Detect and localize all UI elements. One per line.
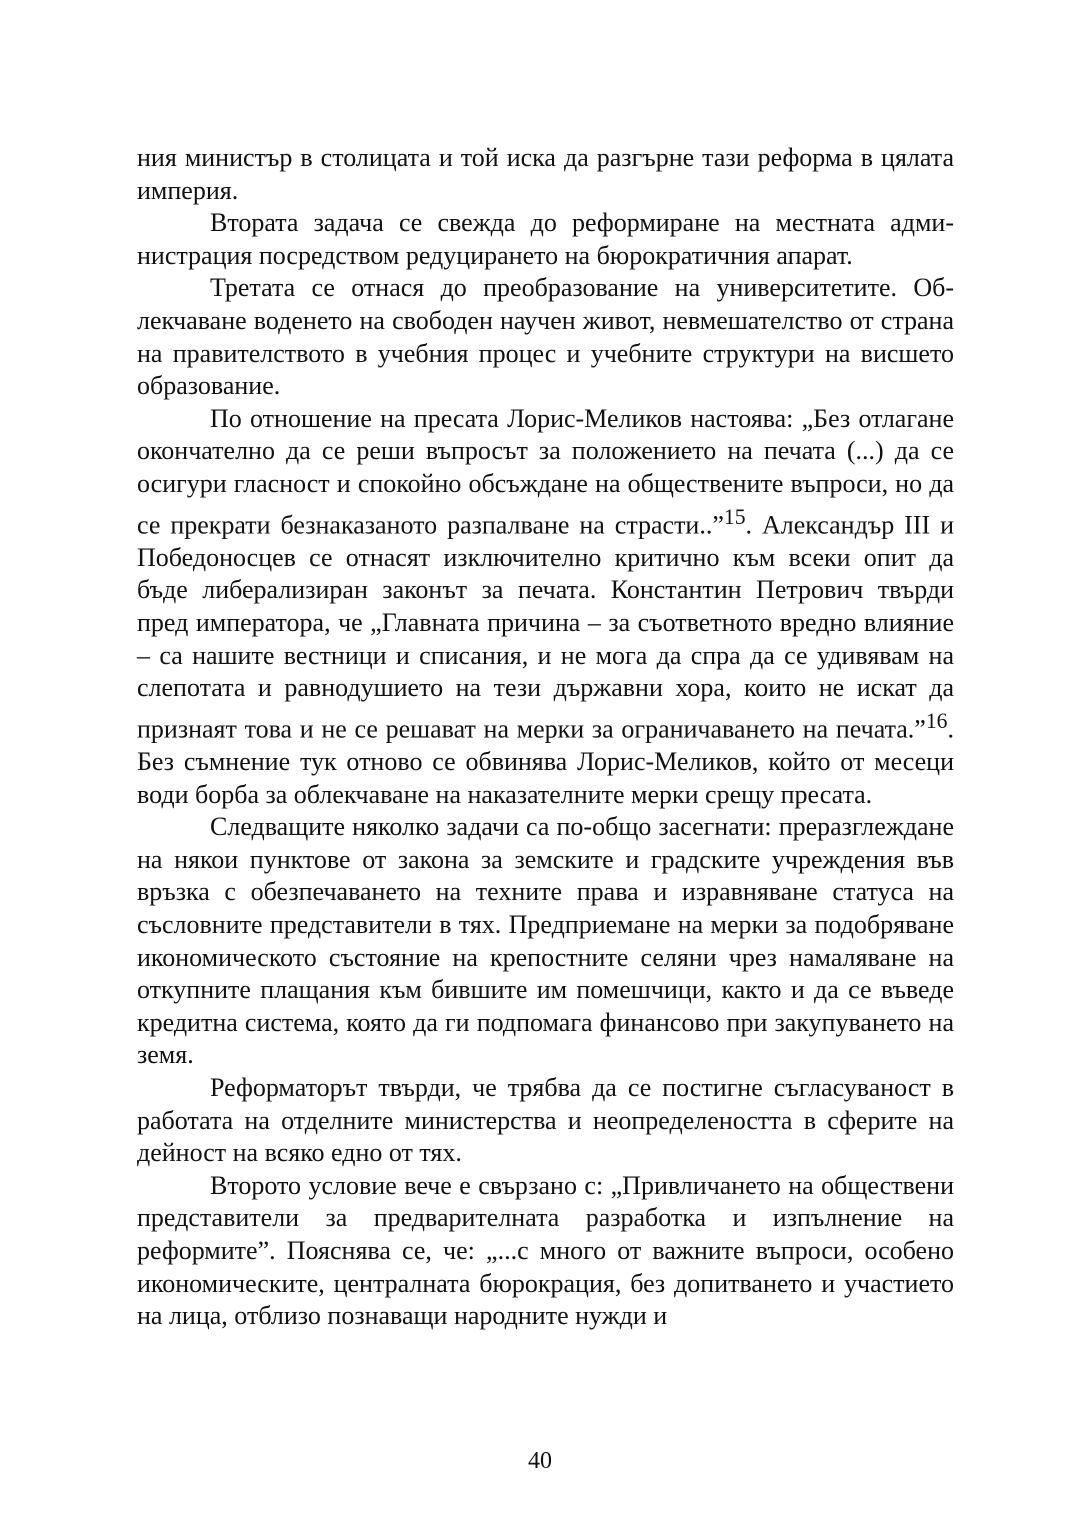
page-number: 40 [528, 1448, 552, 1474]
paragraph-5: Следващите няколко задачи са по-общо засегнати: преразглеждане на някои пунктове от закона за земските и градските учреждения във връзка с обезпечаването на техните права и изравняване статуса на съсловните представители в тях. Предприемане на мерки за подобряване икономическото състояние на крепостните селяни чрез намаляване на откупните плащания към бившите им помешчици, както и да се въведе кредитна система, която да ги подпомага финансово при закупуването на земя. [137, 812, 954, 1070]
footnote-ref-16: 16 [925, 708, 948, 733]
paragraph-4-part-3: . Без съмнение тук отново се обвинява Лорис-Меликов, който от месеци води борба за облекчаване на наказателните мерки срещу пресата. [137, 714, 954, 809]
paragraph-2: Втората задача се свежда до реформиране на местната администрация посредством редуцирането на бюрократичния апарат. [137, 208, 954, 270]
paragraph-3: Третата се отнася до преобразование на университетите. Облекчаване воденето на свободен научен живот, невмешателство от страна на правителството в учебния процес и учебните структури на висшето образование. [137, 273, 954, 401]
paragraph-7: Второто условие вече е свързано с: „Привличането на обществени представители за предварителната разработка и изпълнение на реформите”. Пояснява се, че: „...с много от важните въпроси, особено икономическите, централната бюрокрация, без допитването и участието на лица, отблизо познаващи народните нужди и [137, 1170, 954, 1331]
paragraph-4 [137, 403, 954, 811]
paragraph-4-part-2: . Александър III и Победоносцев се отнасят изключително критично към всеки опит да бъде либерализиран законът за печата. Константин Петрович твърди пред императора, че „Главната причина – за съответното вредно влияние – са нашите вестници и списания, и не мога да спра да се удивявам на слепотата и равнодушието на тези държавни хора, които не искат да признаят това и не се решават на мерки за ограничаването на печата.” [137, 510, 954, 744]
paragraph-6: Реформаторът твърди, че трябва да се постигне съгласуваност в работата на отделните министерства и неопределеността в сферите на дейност на всяко едно от тях. [137, 1072, 954, 1168]
footnote-ref-15: 15 [723, 504, 746, 529]
paragraph-4-part-1: По отношение на пресата Лорис-Меликов настоява: „Без отлагане окончателно да се реши въпросът за положението на печата (...) да се осигури гласност и спокойно обсъждане на обществените въпроси, но да се прекрати безнаказаното разпалване на страсти..” [137, 403, 954, 540]
body-text [137, 142, 954, 1333]
paragraph-1: ния министър в столицата и той иска да разгърне тази реформа в цялата империя. [137, 143, 954, 205]
